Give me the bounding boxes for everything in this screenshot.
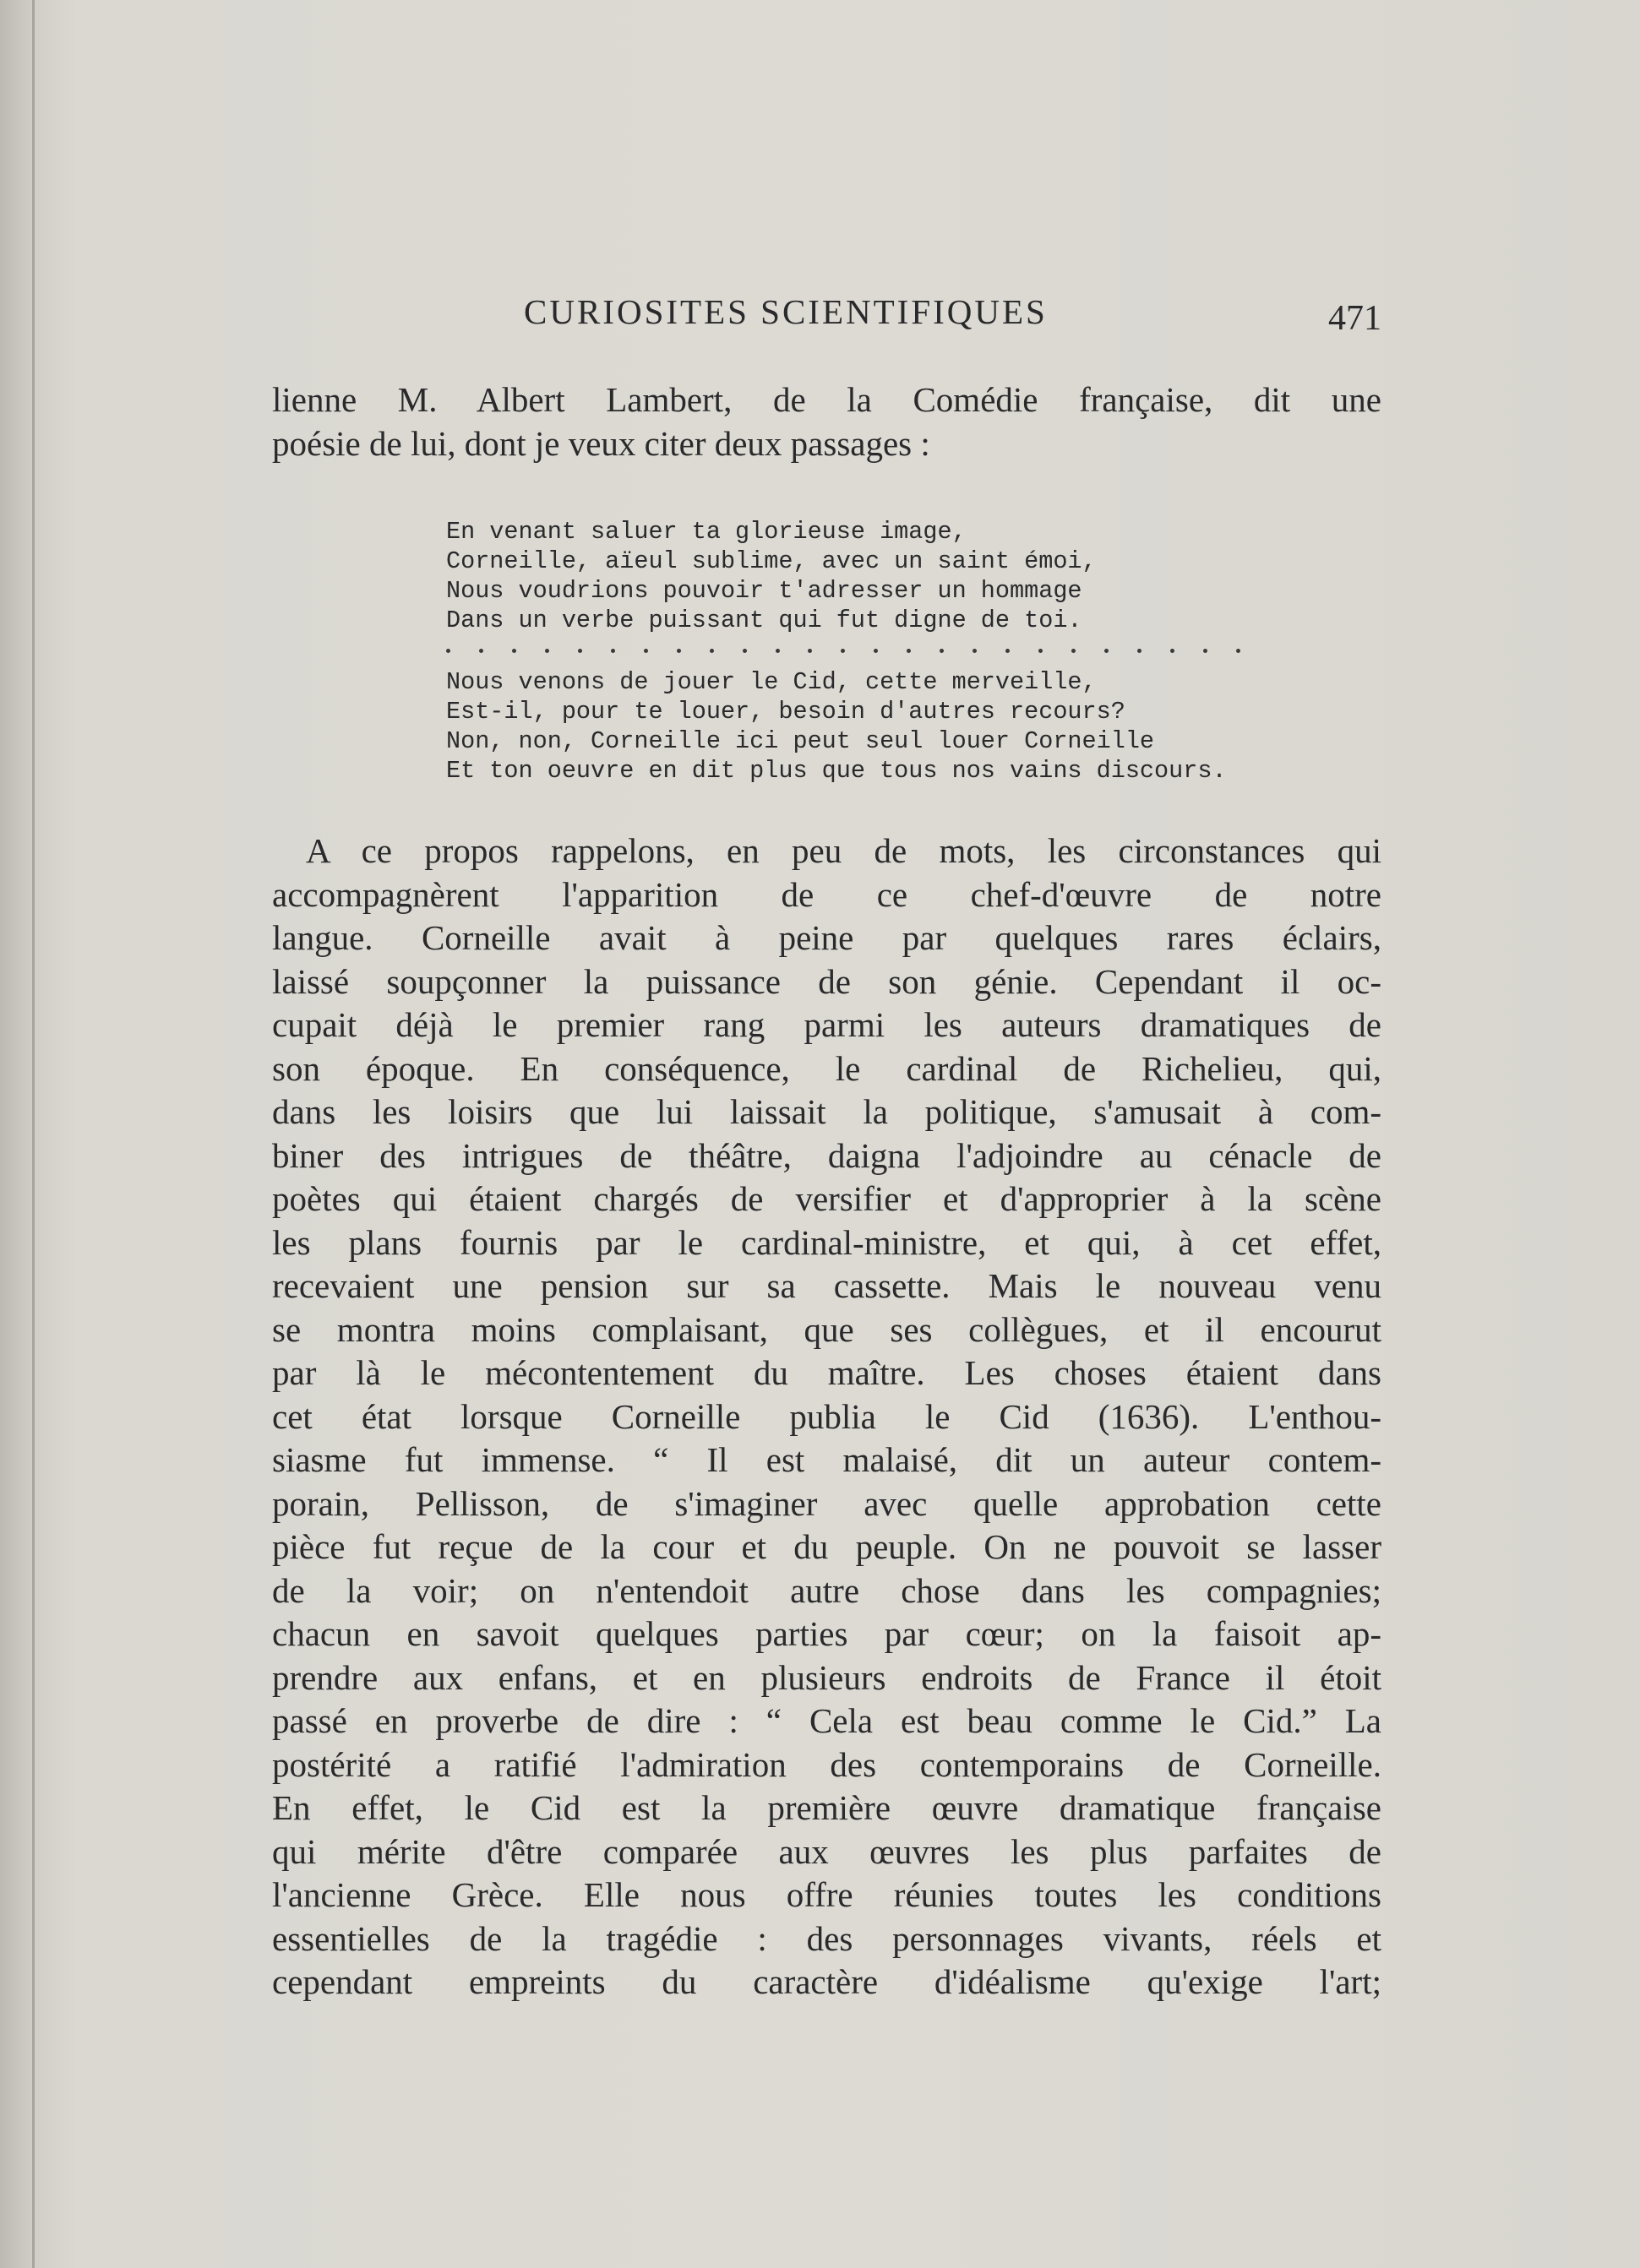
text-line: cependant empreints du caractère d'idéalisme qu'exige l'art;	[272, 1962, 1381, 2001]
verse-line: Non, non, Corneille ici peut seul louer Corneille	[446, 727, 1155, 755]
text-line: poètes qui étaient chargés de versifier et d'approprier à la scène	[272, 1179, 1381, 1218]
ellipsis-separator	[446, 649, 1240, 657]
page-number: 471	[1328, 299, 1381, 338]
text-line: par là le mécontentement du maître. Les choses étaient dans	[272, 1353, 1381, 1392]
text-line: l'ancienne Grèce. Elle nous offre réunies toutes les conditions	[272, 1875, 1381, 1914]
text-line: cet état lorsque Corneille publia le Cid (1636). L'enthou-	[272, 1396, 1381, 1436]
text-line: siasme fut immense. “ Il est malaisé, dit un auteur contem-	[272, 1440, 1381, 1479]
text-line: langue. Corneille avait à peine par quelques rares éclairs,	[272, 918, 1381, 957]
text-line: En effet, le Cid est la première œuvre dramatique française	[272, 1788, 1381, 1827]
text-line: dans les loisirs que lui laissait la politique, s'amusait à com-	[272, 1092, 1381, 1131]
running-title: CURIOSITES SCIENTIFIQUES	[524, 292, 1048, 331]
text-line: se montra moins complaisant, que ses collègues, et il encourut	[272, 1309, 1381, 1349]
text-line: essentielles de la tragédie : des personnages vivants, réels et	[272, 1918, 1381, 1958]
verse-line: En venant saluer ta glorieuse image,	[446, 518, 967, 546]
text-line: qui mérite d'être comparée aux œuvres les plus parfaites de	[272, 1831, 1381, 1871]
poem-stanza-1	[446, 517, 1274, 635]
text-line: recevaient une pension sur sa cassette. Mais le nouveau venu	[272, 1266, 1381, 1305]
verse-line: Et ton oeuvre en dit plus que tous nos vains discours.	[446, 757, 1227, 785]
text-line: les plans fournis par le cardinal-ministre, et qui, à cet effet,	[272, 1222, 1381, 1262]
body-paragraph	[272, 829, 1381, 2004]
text-line: biner des intrigues de théâtre, daigna l'adjoindre au cénacle de	[272, 1135, 1381, 1175]
verse-line: Nous voudrions pouvoir t'adresser un hommage	[446, 577, 1082, 605]
text-line: postérité a ratifié l'admiration des contemporains de Corneille.	[272, 1744, 1381, 1784]
page-header	[524, 291, 1381, 342]
text-line: laissé soupçonner la puissance de son génie. Cependant il oc-	[272, 961, 1381, 1001]
text-line: A ce propos rappelons, en peu de mots, les circonstances qui	[306, 831, 1381, 870]
verse-line: Corneille, aïeul sublime, avec un saint émoi,	[446, 547, 1097, 575]
text-line: chacun en savoit quelques parties par cœur; on la faisoit ap-	[272, 1614, 1381, 1653]
text-line: prendre aux enfans, et en plusieurs endroits de France il étoit	[272, 1657, 1381, 1697]
text-line: pièce fut reçue de la cour et du peuple. On ne pouvoit se lasser	[272, 1527, 1381, 1566]
text-line: de la voir; on n'entendoit autre chose dans les compagnies;	[272, 1570, 1381, 1610]
text-line: porain, Pellisson, de s'imaginer avec quelle approbation cette	[272, 1483, 1381, 1523]
poem-stanza-2	[446, 667, 1274, 786]
text-line: son époque. En conséquence, le cardinal de Richelieu, qui,	[272, 1048, 1381, 1088]
intro-paragraph	[272, 378, 1381, 465]
page-gutter	[32, 0, 35, 2268]
text-line: cupait déjà le premier rang parmi les auteurs dramatiques de	[272, 1005, 1381, 1044]
text-line: poésie de lui, dont je veux citer deux passages :	[272, 423, 930, 463]
text-line: accompagnèrent l'apparition de ce chef-d'œuvre de notre	[272, 874, 1381, 914]
verse-line: Dans un verbe puissant qui fut digne de toi.	[446, 606, 1082, 634]
verse-line: Nous venons de jouer le Cid, cette merveille,	[446, 668, 1097, 696]
verse-line: Est-il, pour te louer, besoin d'autres recours?	[446, 698, 1125, 726]
text-line: lienne M. Albert Lambert, de la Comédie française, dit une	[272, 380, 1381, 419]
text-line: passé en proverbe de dire : “ Cela est beau comme le Cid.” La	[272, 1701, 1381, 1740]
